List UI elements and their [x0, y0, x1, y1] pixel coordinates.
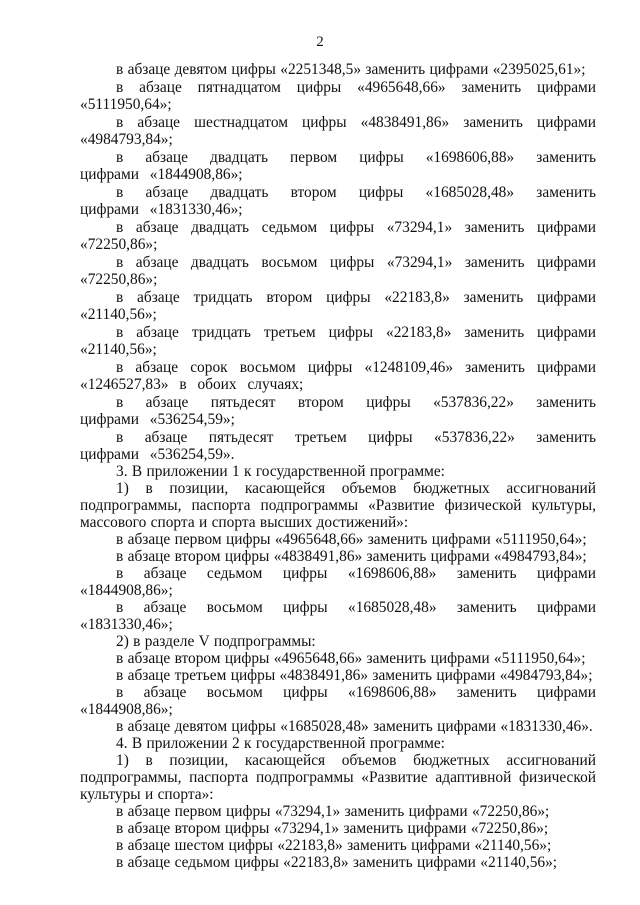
paragraph: в абзаце двадцать втором цифры «1685028,48» заменить цифрами «1831330,46»;: [80, 184, 596, 218]
paragraph: в абзаце втором цифры «73294,1» заменить цифрами «72250,86»;: [116, 820, 549, 837]
paragraph: в абзаце втором цифры «4838491,86» заменить цифрами «4984793,84»;: [116, 548, 587, 565]
section-heading: 3. В приложении 1 к государственной программе:: [116, 463, 445, 480]
paragraph: в абзаце пятнадцатом цифры «4965648,66» заменить цифрами «5111950,64»;: [80, 79, 596, 113]
paragraph: в абзаце седьмом цифры «1698606,88» заменить цифрами «1844908,86»;: [80, 565, 596, 599]
section-heading: 4. В приложении 2 к государственной программе:: [116, 735, 445, 752]
paragraph: в абзаце пятьдесят третьем цифры «537836,22» заменить цифрами «536254,59».: [80, 429, 596, 463]
paragraph: в абзаце пятьдесят втором цифры «537836,22» заменить цифрами «536254,59»;: [80, 394, 596, 428]
paragraph: в абзаце двадцать седьмом цифры «73294,1» заменить цифрами «72250,86»;: [80, 219, 596, 253]
paragraph: в абзаце первом цифры «4965648,66» заменить цифрами «5111950,64»;: [116, 531, 587, 548]
paragraph: в абзаце двадцать восьмом цифры «73294,1» заменить цифрами «72250,86»;: [80, 254, 596, 288]
paragraph: в абзаце двадцать первом цифры «1698606,88» заменить цифрами «1844908,86»;: [80, 149, 596, 183]
paragraph: в абзаце тридцать втором цифры «22183,8» заменить цифрами «21140,56»;: [80, 289, 596, 323]
paragraph: в абзаце третьем цифры «4838491,86» заменить цифрами «4984793,84»;: [116, 667, 593, 684]
paragraph: в абзаце сорок восьмом цифры «1248109,46» заменить цифрами «1246527,83» в обоих случаях;: [80, 359, 596, 393]
document-body: [80, 61, 596, 871]
page-number: 2: [316, 34, 324, 50]
paragraph: 1) в позиции, касающейся объемов бюджетных ассигнований подпрограммы, паспорта подпрограммы «Развитие адаптивной физической культуры и спорта»:: [80, 752, 596, 803]
paragraph: в абзаце первом цифры «73294,1» заменить цифрами «72250,86»;: [116, 803, 550, 820]
paragraph: в абзаце девятом цифры «2251348,5» заменить цифрами «2395025,61»;: [116, 61, 586, 78]
paragraph: в абзаце восьмом цифры «1685028,48» заменить цифрами «1831330,46»;: [80, 599, 596, 633]
paragraph: в абзаце девятом цифры «1685028,48» заменить цифрами «1831330,46».: [116, 718, 593, 735]
paragraph: в абзаце тридцать третьем цифры «22183,8» заменить цифрами «21140,56»;: [80, 324, 596, 358]
paragraph: 2) в разделе V подпрограммы:: [116, 633, 316, 650]
paragraph: в абзаце шестнадцатом цифры «4838491,86» заменить цифрами «4984793,84»;: [80, 114, 596, 148]
paragraph: в абзаце седьмом цифры «22183,8» заменить цифрами «21140,56»;: [116, 854, 558, 871]
paragraph: в абзаце восьмом цифры «1698606,88» заменить цифрами «1844908,86»;: [80, 684, 596, 718]
paragraph: в абзаце шестом цифры «22183,8» заменить цифрами «21140,56»;: [116, 837, 552, 854]
paragraph: 1) в позиции, касающейся объемов бюджетных ассигнований подпрограммы, паспорта подпрограммы «Развитие физической культуры, массового спорта и спорта высших достижений»:: [80, 480, 596, 531]
paragraph: в абзаце втором цифры «4965648,66» заменить цифрами «5111950,64»;: [116, 650, 586, 667]
